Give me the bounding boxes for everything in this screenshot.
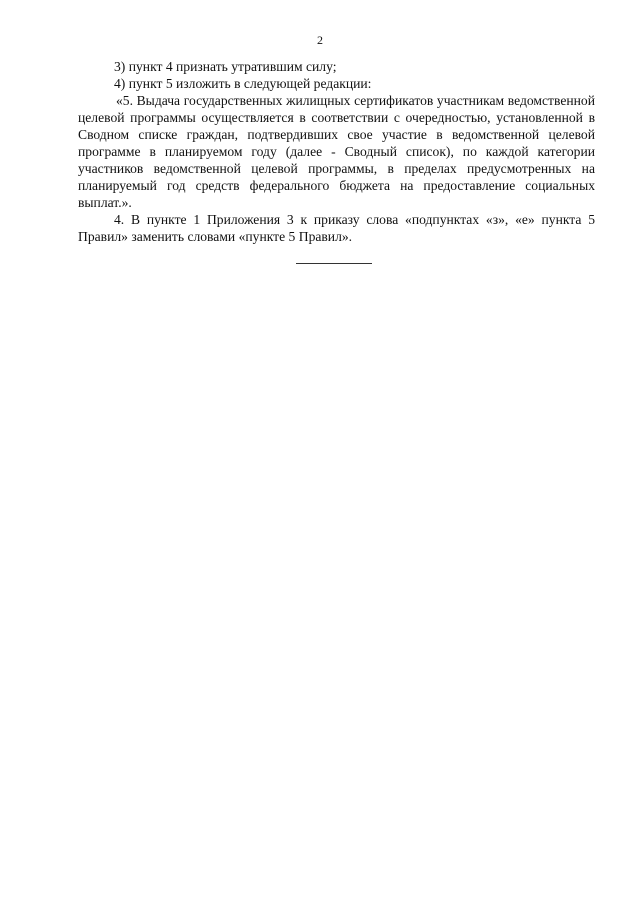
list-item-4: 4) пункт 5 изложить в следующей редакции: xyxy=(114,76,372,91)
quoted-paragraph-5: «5. Выдача государственных жилищных сертификатов участникам ведомственной целевой программы осуществляется в соответствии с очередностью, установленной в Сводном списке граждан, подтвердивших свое участие в ведомственной целевой программе в планируемом году (далее - Сводный список), по каждой категории участников ведомственной целевой программы, в пределах предусмотренных на планируемый год средств федерального бюджета на предоставление социальных выплат.». xyxy=(78,93,595,210)
end-divider-line xyxy=(296,263,372,264)
page-number: 2 xyxy=(317,33,323,47)
document-body xyxy=(78,58,595,245)
list-item-3: 3) пункт 4 признать утратившим силу; xyxy=(114,59,337,74)
paragraph-point-4: 4. В пункте 1 Приложения 3 к приказу слова «подпунктах «з», «е» пункта 5 Правил» заменить словами «пункте 5 Правил». xyxy=(78,212,595,244)
